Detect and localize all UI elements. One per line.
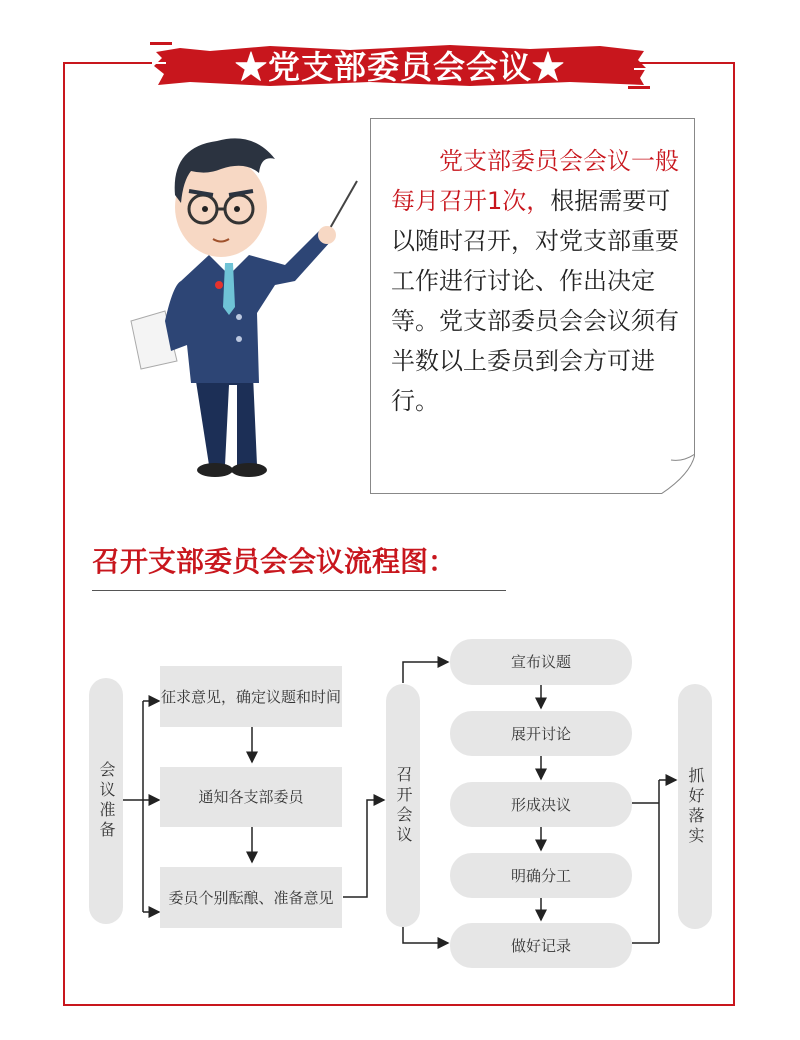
note-body: 根据需要可以随时召开，对党支部重要工作进行讨论、作出决定等。党支部委员会会议须有半数以上委员到会方可进行。	[391, 187, 679, 415]
node-prep-step-2: 通知各支部委员	[160, 767, 342, 827]
flowchart-heading: 召开支部委员会会议流程图：	[92, 545, 457, 578]
node-meeting-step-4: 明确分工	[450, 853, 632, 898]
note-highlight: 党支部委员会会议一般每月召开1次，	[391, 147, 679, 215]
node-meeting-step-5: 做好记录	[450, 923, 632, 968]
node-implement: 抓好落实	[678, 684, 712, 929]
node-prep-step-3: 委员个别酝酿、准备意见	[160, 867, 342, 928]
node-prep-step-1: 征求意见，确定议题和时间	[160, 666, 342, 727]
node-meeting-prep: 会议准备	[89, 678, 123, 924]
node-convene-meeting: 召开会议	[386, 684, 420, 927]
node-meeting-step-3: 形成决议	[450, 782, 632, 827]
banner-title: ★党支部委员会会议★	[234, 48, 565, 86]
node-meeting-step-2: 展开讨论	[450, 711, 632, 756]
node-meeting-step-1: 宣布议题	[450, 639, 632, 685]
